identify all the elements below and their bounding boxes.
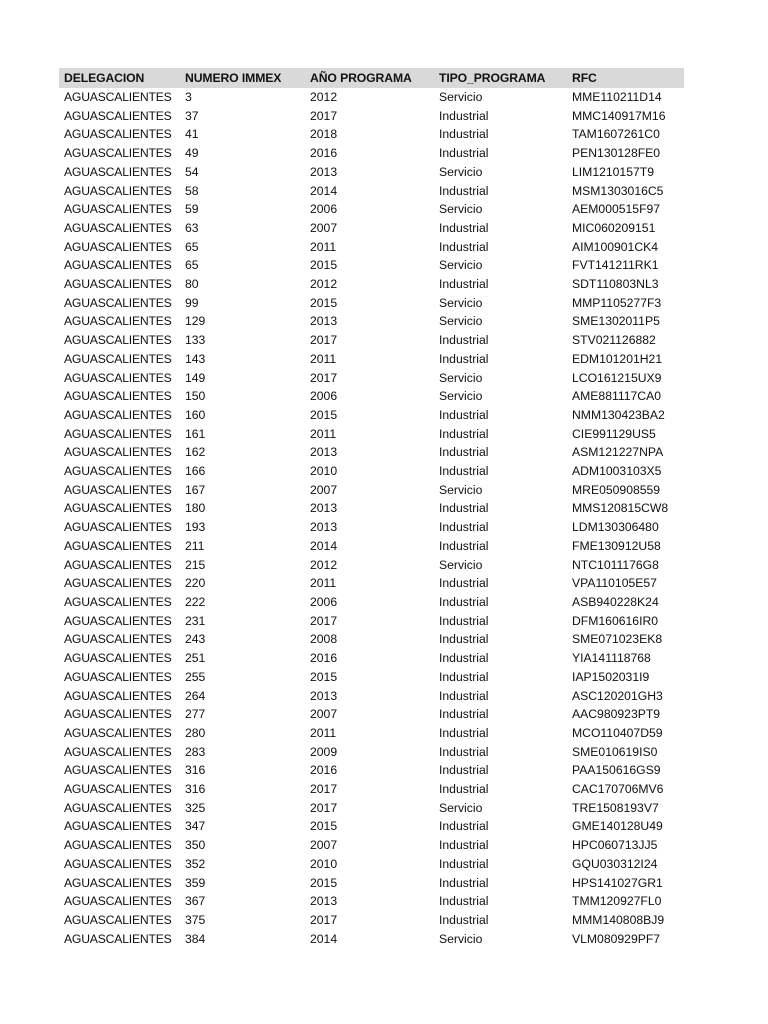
cell-numero-immex: 251 [185,651,206,666]
table-row [59,182,684,201]
table-row [59,537,684,556]
cell-numero-immex: 166 [185,464,206,479]
cell-tipo-programa: Industrial [439,277,489,292]
cell-ano-programa: 2010 [310,464,338,479]
cell-delegacion: AGUASCALIENTES [64,725,172,740]
cell-tipo-programa: Industrial [439,407,489,422]
cell-rfc: TMM120927FL0 [572,894,662,909]
cell-delegacion: AGUASCALIENTES [64,800,172,815]
cell-ano-programa: 2006 [310,389,338,404]
cell-ano-programa: 2017 [310,782,338,797]
cell-ano-programa: 2009 [310,744,338,759]
cell-rfc: MCO110407D59 [572,725,663,740]
cell-rfc: MMP1105277F3 [572,295,662,310]
cell-numero-immex: 347 [185,819,206,834]
cell-rfc: TRE1508193V7 [572,800,659,815]
cell-ano-programa: 2014 [310,538,338,553]
table-row [59,387,684,406]
cell-delegacion: AGUASCALIENTES [64,314,172,329]
cell-tipo-programa: Servicio [439,295,483,310]
cell-ano-programa: 2014 [310,931,338,946]
cell-tipo-programa: Industrial [439,108,489,123]
cell-ano-programa: 2015 [310,669,338,684]
cell-tipo-programa: Industrial [439,127,489,142]
table-row [59,743,684,762]
cell-ano-programa: 2008 [310,632,338,647]
cell-numero-immex: 160 [185,407,206,422]
cell-delegacion: AGUASCALIENTES [64,445,172,460]
cell-numero-immex: 99 [185,295,199,310]
table-row [59,780,684,799]
cell-ano-programa: 2017 [310,108,338,123]
cell-rfc: SME1302011P5 [572,314,660,329]
cell-rfc: ASM121227NPA [572,445,664,460]
cell-tipo-programa: Industrial [439,651,489,666]
cell-tipo-programa: Industrial [439,744,489,759]
cell-tipo-programa: Industrial [439,183,489,198]
cell-tipo-programa: Industrial [439,220,489,235]
cell-numero-immex: 3 [185,90,192,104]
table-row [59,144,684,163]
cell-numero-immex: 215 [185,557,206,572]
cell-numero-immex: 316 [185,782,206,797]
table-body [59,88,684,948]
cell-delegacion: AGUASCALIENTES [64,351,172,366]
cell-ano-programa: 2013 [310,688,338,703]
table-row [59,369,684,388]
cell-ano-programa: 2013 [310,445,338,460]
cell-tipo-programa: Industrial [439,819,489,834]
table-row [59,312,684,331]
cell-ano-programa: 2010 [310,856,338,871]
cell-delegacion: AGUASCALIENTES [64,164,172,179]
spreadsheet [59,68,684,948]
table-row [59,425,684,444]
table-row [59,705,684,724]
cell-rfc: TAM1607261C0 [572,127,660,142]
cell-delegacion: AGUASCALIENTES [64,239,172,254]
cell-ano-programa: 2016 [310,651,338,666]
cell-tipo-programa: Servicio [439,557,483,572]
cell-numero-immex: 220 [185,576,206,591]
table-row [59,443,684,462]
cell-numero-immex: 129 [185,314,206,329]
cell-numero-immex: 180 [185,501,206,516]
cell-rfc: PEN130128FE0 [572,146,661,161]
cell-tipo-programa: Servicio [439,931,483,946]
cell-rfc: HPC060713JJ5 [572,838,658,853]
cell-numero-immex: 143 [185,351,206,366]
cell-rfc: MME110211D14 [572,90,662,104]
cell-delegacion: AGUASCALIENTES [64,464,172,479]
cell-ano-programa: 2017 [310,912,338,927]
cell-delegacion: AGUASCALIENTES [64,838,172,853]
cell-rfc: YIA141118768 [572,651,651,666]
cell-tipo-programa: Industrial [439,894,489,909]
cell-tipo-programa: Industrial [439,538,489,553]
cell-ano-programa: 2011 [310,239,337,254]
cell-numero-immex: 350 [185,838,206,853]
cell-numero-immex: 63 [185,220,199,235]
cell-delegacion: AGUASCALIENTES [64,688,172,703]
cell-delegacion: AGUASCALIENTES [64,520,172,535]
cell-delegacion: AGUASCALIENTES [64,576,172,591]
immex-table [59,68,684,948]
header-ano-programa: AÑO PROGRAMA [310,71,412,85]
cell-ano-programa: 2012 [310,557,338,572]
cell-ano-programa: 2011 [310,725,337,740]
table-row [59,593,684,612]
table-row [59,294,684,313]
cell-tipo-programa: Servicio [439,482,483,497]
cell-delegacion: AGUASCALIENTES [64,669,172,684]
cell-tipo-programa: Industrial [439,445,489,460]
table-row [59,630,684,649]
cell-numero-immex: 65 [185,258,199,273]
cell-ano-programa: 2017 [310,370,338,385]
cell-tipo-programa: Industrial [439,464,489,479]
cell-tipo-programa: Industrial [439,763,489,778]
cell-rfc: CIE991129US5 [572,426,656,441]
cell-ano-programa: 2013 [310,894,338,909]
cell-tipo-programa: Industrial [439,912,489,927]
table-row [59,724,684,743]
cell-delegacion: AGUASCALIENTES [64,407,172,422]
cell-ano-programa: 2012 [310,90,338,104]
cell-tipo-programa: Servicio [439,90,483,104]
cell-rfc: LCO161215UX9 [572,370,662,385]
table-row [59,874,684,893]
cell-ano-programa: 2013 [310,501,338,516]
cell-tipo-programa: Servicio [439,202,483,217]
table-row [59,817,684,836]
cell-rfc: IAP1502031I9 [572,669,650,684]
cell-delegacion: AGUASCALIENTES [64,557,172,572]
cell-tipo-programa: Servicio [439,314,483,329]
cell-tipo-programa: Industrial [439,875,489,890]
cell-delegacion: AGUASCALIENTES [64,90,172,104]
cell-rfc: NTC1011176G8 [572,557,659,572]
cell-numero-immex: 375 [185,912,206,927]
cell-numero-immex: 162 [185,445,206,460]
cell-rfc: FVT141211RK1 [572,258,659,273]
cell-ano-programa: 2017 [310,613,338,628]
cell-tipo-programa: Servicio [439,258,483,273]
table-row [59,836,684,855]
cell-numero-immex: 222 [185,594,206,609]
cell-ano-programa: 2007 [310,707,338,722]
cell-rfc: MMC140917M16 [572,108,666,123]
cell-ano-programa: 2006 [310,594,338,609]
cell-rfc: DFM160616IR0 [572,613,659,628]
cell-numero-immex: 264 [185,688,206,703]
cell-numero-immex: 255 [185,669,206,684]
header-tipo-programa: TIPO_PROGRAMA [439,71,546,85]
table-row [59,350,684,369]
cell-delegacion: AGUASCALIENTES [64,277,172,292]
table-row [59,574,684,593]
cell-tipo-programa: Industrial [439,669,489,684]
cell-rfc: FME130912U58 [572,538,661,553]
table-row [59,892,684,911]
cell-rfc: MIC060209151 [572,220,656,235]
cell-numero-immex: 280 [185,725,206,740]
cell-rfc: HPS141027GR1 [572,875,663,890]
cell-rfc: ADM1003103X5 [572,464,662,479]
cell-delegacion: AGUASCALIENTES [64,370,172,385]
cell-tipo-programa: Industrial [439,838,489,853]
cell-rfc: ASC120201GH3 [572,688,663,703]
cell-delegacion: AGUASCALIENTES [64,875,172,890]
cell-ano-programa: 2015 [310,258,338,273]
table-row [59,668,684,687]
cell-delegacion: AGUASCALIENTES [64,707,172,722]
cell-delegacion: AGUASCALIENTES [64,856,172,871]
cell-rfc: STV021126882 [572,333,656,348]
cell-ano-programa: 2018 [310,127,338,142]
cell-rfc: AAC980923PT9 [572,707,661,722]
header-delegacion: DELEGACION [64,71,145,85]
cell-tipo-programa: Industrial [439,351,489,366]
cell-tipo-programa: Servicio [439,370,483,385]
cell-numero-immex: 211 [185,538,205,553]
cell-rfc: SME010619IS0 [572,744,658,759]
cell-numero-immex: 54 [185,164,199,179]
cell-numero-immex: 359 [185,875,206,890]
cell-numero-immex: 59 [185,202,199,217]
table-row [59,855,684,874]
cell-ano-programa: 2007 [310,220,338,235]
cell-numero-immex: 58 [185,183,199,198]
cell-rfc: MRE050908559 [572,482,661,497]
cell-ano-programa: 2011 [310,576,337,591]
cell-tipo-programa: Industrial [439,501,489,516]
cell-numero-immex: 80 [185,277,199,292]
table-row [59,88,684,107]
cell-rfc: AEM000515F97 [572,202,661,217]
cell-ano-programa: 2013 [310,520,338,535]
cell-ano-programa: 2016 [310,146,338,161]
cell-numero-immex: 161 [185,426,206,441]
cell-rfc: AME881117CA0 [572,389,661,404]
cell-rfc: CAC170706MV6 [572,782,664,797]
cell-delegacion: AGUASCALIENTES [64,912,172,927]
cell-rfc: VPA110105E57 [572,576,657,591]
cell-numero-immex: 325 [185,800,206,815]
cell-tipo-programa: Industrial [439,594,489,609]
cell-tipo-programa: Industrial [439,688,489,703]
cell-numero-immex: 41 [185,127,199,142]
cell-numero-immex: 133 [185,333,206,348]
table-row [59,238,684,257]
table-row [59,200,684,219]
cell-tipo-programa: Servicio [439,164,483,179]
cell-tipo-programa: Industrial [439,782,489,797]
cell-ano-programa: 2015 [310,407,338,422]
header-rfc: RFC [572,71,597,85]
table-row [59,649,684,668]
cell-numero-immex: 367 [185,894,206,909]
cell-ano-programa: 2012 [310,277,338,292]
table-row [59,687,684,706]
cell-tipo-programa: Industrial [439,613,489,628]
cell-ano-programa: 2015 [310,819,338,834]
cell-ano-programa: 2011 [310,351,337,366]
table-row [59,406,684,425]
cell-tipo-programa: Industrial [439,333,489,348]
cell-delegacion: AGUASCALIENTES [64,894,172,909]
cell-numero-immex: 231 [185,613,206,628]
cell-ano-programa: 2007 [310,838,338,853]
cell-numero-immex: 167 [185,482,206,497]
table-row [59,219,684,238]
table-row [59,462,684,481]
cell-rfc: AIM100901CK4 [572,239,659,254]
cell-ano-programa: 2015 [310,295,338,310]
cell-rfc: MSM1303016C5 [572,183,664,198]
header-row [59,68,684,88]
cell-delegacion: AGUASCALIENTES [64,389,172,404]
table-row [59,761,684,780]
table-row [59,331,684,350]
cell-rfc: SDT110803NL3 [572,277,659,292]
cell-tipo-programa: Industrial [439,707,489,722]
table-row [59,275,684,294]
cell-numero-immex: 150 [185,389,206,404]
table-row [59,612,684,631]
cell-rfc: VLM080929PF7 [572,931,661,946]
cell-delegacion: AGUASCALIENTES [64,295,172,310]
cell-tipo-programa: Servicio [439,389,483,404]
cell-delegacion: AGUASCALIENTES [64,220,172,235]
cell-ano-programa: 2006 [310,202,338,217]
table-row [59,256,684,275]
cell-delegacion: AGUASCALIENTES [64,819,172,834]
cell-delegacion: AGUASCALIENTES [64,333,172,348]
cell-delegacion: AGUASCALIENTES [64,763,172,778]
cell-delegacion: AGUASCALIENTES [64,782,172,797]
cell-numero-immex: 283 [185,744,206,759]
cell-tipo-programa: Servicio [439,800,483,815]
cell-delegacion: AGUASCALIENTES [64,258,172,273]
cell-tipo-programa: Industrial [439,426,489,441]
cell-tipo-programa: Industrial [439,856,489,871]
cell-delegacion: AGUASCALIENTES [64,651,172,666]
cell-rfc: LIM1210157T9 [572,164,654,179]
cell-delegacion: AGUASCALIENTES [64,594,172,609]
cell-numero-immex: 65 [185,239,199,254]
cell-delegacion: AGUASCALIENTES [64,183,172,198]
cell-delegacion: AGUASCALIENTES [64,931,172,946]
cell-delegacion: AGUASCALIENTES [64,202,172,217]
table-row [59,163,684,182]
cell-tipo-programa: Industrial [439,239,489,254]
header-numero-immex: NUMERO IMMEX [185,71,282,85]
cell-delegacion: AGUASCALIENTES [64,108,172,123]
cell-numero-immex: 277 [185,707,206,722]
table-row [59,930,684,949]
table-row [59,556,684,575]
table-row [59,125,684,144]
cell-ano-programa: 2013 [310,164,338,179]
cell-delegacion: AGUASCALIENTES [64,501,172,516]
cell-delegacion: AGUASCALIENTES [64,426,172,441]
cell-ano-programa: 2017 [310,333,338,348]
cell-ano-programa: 2011 [310,426,337,441]
table-row [59,518,684,537]
cell-numero-immex: 149 [185,370,206,385]
table-row [59,911,684,930]
cell-tipo-programa: Industrial [439,146,489,161]
cell-delegacion: AGUASCALIENTES [64,538,172,553]
cell-ano-programa: 2013 [310,314,338,329]
cell-ano-programa: 2015 [310,875,338,890]
cell-rfc: NMM130423BA2 [572,407,665,422]
cell-numero-immex: 384 [185,931,206,946]
cell-delegacion: AGUASCALIENTES [64,146,172,161]
cell-tipo-programa: Industrial [439,632,489,647]
cell-rfc: PAA150616GS9 [572,763,661,778]
cell-ano-programa: 2016 [310,763,338,778]
cell-ano-programa: 2014 [310,183,338,198]
cell-rfc: MMS120815CW8 [572,501,669,516]
cell-rfc: MMM140808BJ9 [572,912,665,927]
cell-ano-programa: 2017 [310,800,338,815]
cell-tipo-programa: Industrial [439,520,489,535]
cell-rfc: GQU030312I24 [572,856,658,871]
cell-rfc: SME071023EK8 [572,632,663,647]
cell-numero-immex: 49 [185,146,199,161]
cell-tipo-programa: Industrial [439,725,489,740]
cell-numero-immex: 243 [185,632,206,647]
cell-delegacion: AGUASCALIENTES [64,632,172,647]
table-row [59,499,684,518]
cell-numero-immex: 193 [185,520,206,535]
cell-delegacion: AGUASCALIENTES [64,613,172,628]
cell-rfc: EDM101201H21 [572,351,663,366]
cell-delegacion: AGUASCALIENTES [64,744,172,759]
cell-rfc: LDM130306480 [572,520,659,535]
cell-numero-immex: 316 [185,763,206,778]
cell-numero-immex: 352 [185,856,206,871]
table-row [59,481,684,500]
table-row [59,107,684,126]
cell-rfc: GME140128U49 [572,819,663,834]
cell-numero-immex: 37 [185,108,199,123]
cell-tipo-programa: Industrial [439,576,489,591]
cell-ano-programa: 2007 [310,482,338,497]
cell-rfc: ASB940228K24 [572,594,659,609]
cell-delegacion: AGUASCALIENTES [64,127,172,142]
table-row [59,799,684,818]
cell-delegacion: AGUASCALIENTES [64,482,172,497]
